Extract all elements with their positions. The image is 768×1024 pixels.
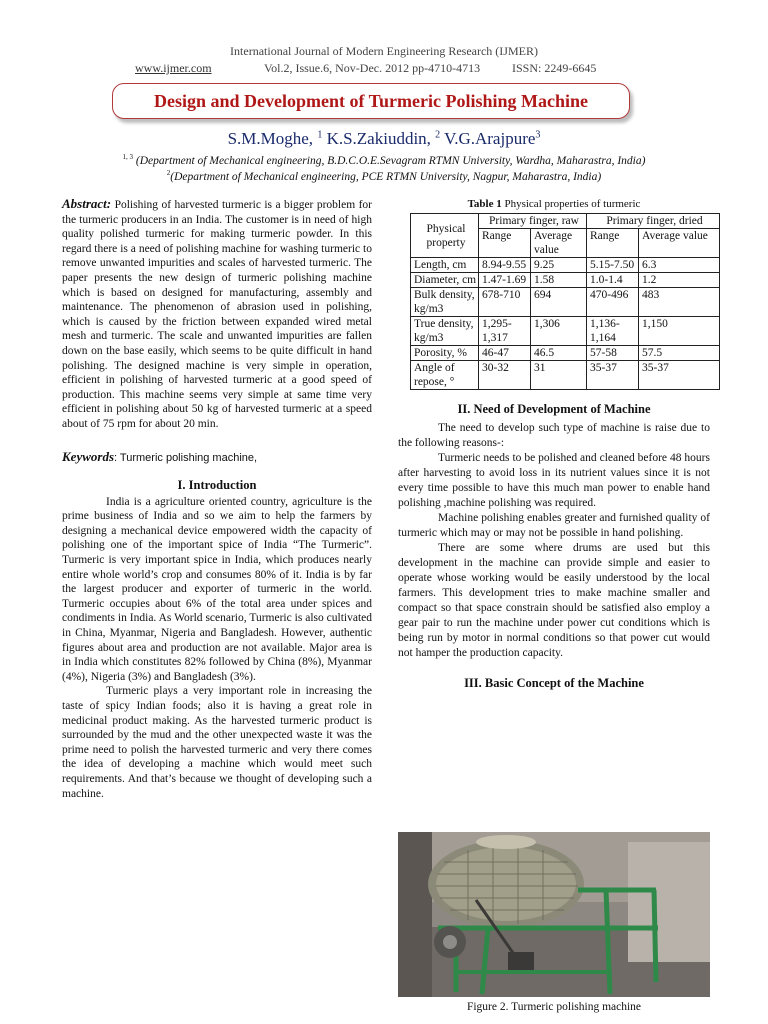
cell-range-raw: 46-47 — [479, 346, 531, 361]
intro-paragraph-2: Turmeric plays a very important role in increasing the taste of spicy Indian foods; also it is having a great role in medicinal product making. As the harvested turmeric product is surrounded by the mud and the other unexpected waste it was the prime need to polish the harvested turmeric and very there comes the idea of developing a machine which would meet such requirements. And that’s because we thought of developing such a machine. — [62, 685, 372, 800]
cell-average-dried: 483 — [639, 288, 720, 317]
table-caption — [398, 197, 710, 212]
header-group-dried: Primary finger, dried — [587, 214, 720, 229]
affiliation-2-sup: 2 — [166, 169, 171, 177]
cell-average-raw: 9.25 — [531, 258, 587, 273]
cell-range-dried: 57-58 — [587, 346, 639, 361]
title-box — [112, 83, 630, 119]
cell-range-raw: 1.47-1.69 — [479, 273, 531, 288]
need-paragraph-4: There are some where drums are used but this development in the machine can provide simple and easier to operate whose working would be easily understood by the local farmers. This development tries to make machine smaller and compact so that space constrain should be satisfied also employ a gear pair to run the machine under power cut conditions which is being run by motor in normal conditions so that power cut would not hamper the production capacity. — [398, 542, 710, 659]
affiliation-1 — [0, 153, 768, 167]
paper-title: Design and Development of Turmeric Polishing Machine — [153, 90, 588, 111]
figure-caption: Figure 2. Turmeric polishing machine — [466, 1001, 642, 1013]
affiliation-1-text: (Department of Mechanical engineering, B.D.C.O.E.Sevagram RTMN University, Wardha, Maharastra, India) — [135, 154, 646, 167]
machine-photo-illustration — [398, 832, 710, 997]
need-paragraph-1: The need to develop such type of machine is raise due to the following reasons-: — [398, 422, 710, 449]
journal-url-link[interactable]: www.ijmer.com — [135, 61, 212, 75]
affiliation-1-sup: 1, 3 — [122, 153, 134, 161]
table-caption-label: Table 1 — [467, 198, 502, 210]
cell-average-raw: 46.5 — [531, 346, 587, 361]
subheader-range-raw: Range — [479, 229, 531, 258]
affiliation-2 — [0, 169, 768, 183]
cell-average-dried: 57.5 — [639, 346, 720, 361]
cell-property: Angle of repose, ° — [411, 361, 479, 390]
cell-average-dried: 1.2 — [639, 273, 720, 288]
need-paragraph-2: Turmeric needs to be polished and cleaned before 48 hours after harvesting to avoid loss in its nutrient values since it is not every time possible to have this much man power to enable hand polishing ,machine polishing was required. — [398, 452, 710, 509]
cell-range-dried: 1.0-1.4 — [587, 273, 639, 288]
intro-paragraph-1: India is a agriculture oriented country, agriculture is the prime business of India and so we aim to help the farmers by designing a mechanical device empowered width the capacity of polishing one of the important spice of India “The Turmeric”. Turmeric is very important spice in India, which produces nearly entire whole world’s crop and consumes 80% of it. India is by far the largest producer and exporter of turmeric in the world. Turmeric occupies about 6% of the total area under spices and condiments in India. As World scenario, Turmeric is also cultivated in China, Myanmar, Nigeria and Bangladesh. However, authentic figures about area and production are not available. Major area is in India which constitutes 82% followed by China (8%), Myanmar (4%), Nigeria (3%) and Bangladesh (3%). — [62, 495, 372, 683]
subheader-average-dried: Average value — [639, 229, 720, 258]
cell-range-raw: 30-32 — [479, 361, 531, 390]
table-caption-text: Physical properties of turmeric — [501, 198, 641, 210]
cell-average-dried: 35-37 — [639, 361, 720, 390]
cell-average-raw: 1.58 — [531, 273, 587, 288]
need-paragraph-3: Machine polishing enables greater and furnished quality of turmeric which may or may not be possible in hand polishing. — [398, 512, 710, 539]
cell-average-dried: 6.3 — [639, 258, 720, 273]
cell-average-raw: 31 — [531, 361, 587, 390]
cell-property: True density, kg/m3 — [411, 317, 479, 346]
cell-property: Porosity, % — [411, 346, 479, 361]
machine-photo — [398, 832, 710, 997]
table-row — [411, 288, 720, 317]
subheader-range-dried: Range — [587, 229, 639, 258]
cell-average-dried: 1,150 — [639, 317, 720, 346]
keywords-label: Keywords — [62, 448, 114, 464]
header-physical-property: Physical property — [411, 214, 479, 258]
properties-table — [410, 213, 720, 390]
author-2: K.S.Zakiuddin, — [326, 129, 431, 148]
author-1-sup: 1 — [317, 129, 323, 141]
cell-average-raw: 694 — [531, 288, 587, 317]
concept-heading: III. Basic Concept of the Machine — [464, 676, 644, 690]
affiliation-2-text: (Department of Mechanical engineering, PCE RTMN University, Nagpur, Maharastra, India) — [170, 170, 602, 183]
abstract-text: Polishing of harvested turmeric is a bigger problem for the turmeric producers in an India. The customer is in need of high quality polished turmeric for making turmeric powder. In this regard there is a need of polishing machine for washing turmeric to remove unwanted impurities and scales of harvested turmeric. The paper presents the new design of turmeric polishing machine which is based on designed for manufacturing, assembly and maintenance. The phenomenon of abrasion used in polishing, which is caused by the friction between expanded wired metal mesh and turmeric. The scale and unwanted impurities are fallen down on the base easily, which seems to be quite difficult in hand polishing. The designed machine is very simple in operation, efficient in polishing of harvested turmeric at a good speed of production. This machine seems very simple at same time very efficient in polishing about 50 kg of harvested turmeric at a speed about of 75 rpm for about 20 min. — [62, 199, 372, 430]
table-row — [411, 361, 720, 390]
subheader-average-raw: Average value — [531, 229, 587, 258]
author-3: V.G.Arajpure — [444, 129, 536, 148]
journal-name: International Journal of Modern Engineering Research (IJMER) — [230, 44, 538, 58]
table-row — [411, 317, 720, 346]
cell-range-raw: 1,295-1,317 — [479, 317, 531, 346]
cell-range-dried: 5.15-7.50 — [587, 258, 639, 273]
cell-range-dried: 1,136-1,164 — [587, 317, 639, 346]
cell-range-raw: 8.94-9.55 — [479, 258, 531, 273]
right-column — [398, 197, 710, 695]
cell-range-raw: 678-710 — [479, 288, 531, 317]
need-heading: II. Need of Development of Machine — [457, 402, 651, 416]
header-group-raw: Primary finger, raw — [479, 214, 587, 229]
volume-info: Vol.2, Issue.6, Nov-Dec. 2012 pp-4710-4713 — [264, 61, 481, 75]
cell-property: Bulk density, kg/m3 — [411, 288, 479, 317]
issn: ISSN: 2249-6645 — [512, 61, 597, 75]
cell-property: Diameter, cm — [411, 273, 479, 288]
table-row — [411, 346, 720, 361]
keywords — [62, 450, 372, 466]
left-column — [62, 197, 372, 801]
cell-range-dried: 35-37 — [587, 361, 639, 390]
cell-property: Length, cm — [411, 258, 479, 273]
table-row — [411, 258, 720, 273]
cell-average-raw: 1,306 — [531, 317, 587, 346]
cell-range-dried: 470-496 — [587, 288, 639, 317]
author-1: S.M.Moghe, — [227, 129, 314, 148]
author-3-sup: 3 — [535, 129, 541, 141]
table-row — [411, 273, 720, 288]
author-line — [0, 129, 768, 149]
abstract-label: Abstract: — [62, 196, 112, 211]
keywords-text: : Turmeric polishing machine, — [114, 451, 258, 464]
introduction-heading: I. Introduction — [177, 478, 257, 493]
table-header-row — [411, 214, 720, 229]
abstract — [62, 197, 372, 432]
author-2-sup: 2 — [435, 129, 441, 141]
